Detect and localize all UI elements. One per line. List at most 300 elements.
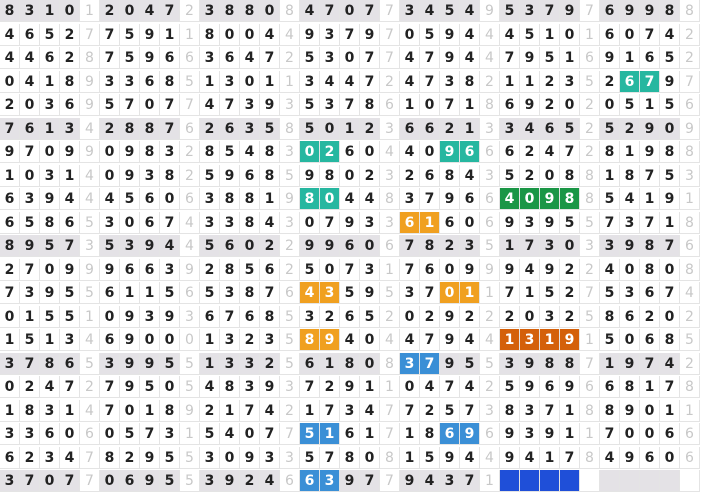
grid-cell[interactable]: 7 xyxy=(600,423,620,445)
grid-cell[interactable]: 7 xyxy=(640,71,660,93)
grid-cell[interactable]: 4 xyxy=(400,71,420,93)
grid-cell[interactable]: 9 xyxy=(440,141,460,163)
grid-cell[interactable]: 3 xyxy=(20,188,40,210)
grid-cell[interactable]: 9 xyxy=(320,235,340,257)
grid-cell[interactable]: 2 xyxy=(600,71,620,93)
grid-cell[interactable]: 9 xyxy=(500,212,520,234)
grid-cell[interactable]: 1 xyxy=(400,423,420,445)
grid-cell[interactable]: 1 xyxy=(60,165,80,187)
grid-cell[interactable]: 3 xyxy=(260,329,280,351)
grid-cell[interactable]: 8 xyxy=(500,400,520,422)
grid-cell[interactable]: 3 xyxy=(220,212,240,234)
grid-cell[interactable]: 2 xyxy=(260,235,280,257)
grid-cell[interactable]: 3 xyxy=(160,259,180,281)
grid-cell[interactable]: 0 xyxy=(640,423,660,445)
grid-cell[interactable]: 3 xyxy=(500,353,520,375)
grid-cell[interactable]: 9 xyxy=(120,306,140,328)
grid-cell[interactable]: 3 xyxy=(560,71,580,93)
grid-cell[interactable]: 9 xyxy=(300,235,320,257)
grid-cell[interactable]: 4 xyxy=(520,447,540,469)
grid-cell[interactable]: 1 xyxy=(0,400,20,422)
grid-cell[interactable]: 8 xyxy=(240,0,260,22)
grid-cell[interactable]: 0 xyxy=(240,24,260,46)
grid-cell[interactable]: 5 xyxy=(20,329,40,351)
grid-cell[interactable]: 7 xyxy=(440,94,460,116)
grid-cell[interactable]: 7 xyxy=(60,470,80,492)
grid-cell[interactable]: 9 xyxy=(460,259,480,281)
grid-cell[interactable]: 0 xyxy=(420,94,440,116)
grid-cell[interactable]: 5 xyxy=(500,0,520,22)
grid-cell[interactable]: 1 xyxy=(500,235,520,257)
grid-cell[interactable]: 1 xyxy=(540,447,560,469)
grid-cell[interactable]: 0 xyxy=(620,329,640,351)
grid-cell[interactable]: 9 xyxy=(640,141,660,163)
grid-cell[interactable]: 7 xyxy=(560,141,580,163)
grid-cell[interactable]: 4 xyxy=(660,24,680,46)
grid-cell[interactable]: 5 xyxy=(120,24,140,46)
grid-cell[interactable]: 6 xyxy=(500,94,520,116)
grid-cell[interactable]: 5 xyxy=(40,306,60,328)
grid-cell[interactable]: 7 xyxy=(160,212,180,234)
grid-cell[interactable]: 6 xyxy=(640,447,660,469)
grid-cell[interactable]: 9 xyxy=(340,470,360,492)
grid-cell[interactable]: 1 xyxy=(0,165,20,187)
grid-cell[interactable]: 0 xyxy=(600,94,620,116)
grid-cell[interactable]: 1 xyxy=(360,376,380,398)
grid-cell[interactable]: 7 xyxy=(240,400,260,422)
grid-cell[interactable]: 9 xyxy=(440,447,460,469)
grid-cell[interactable]: 6 xyxy=(240,165,260,187)
grid-cell[interactable]: 6 xyxy=(100,282,120,304)
grid-cell[interactable]: 7 xyxy=(560,447,580,469)
grid-cell[interactable]: 1 xyxy=(400,447,420,469)
grid-cell[interactable]: 9 xyxy=(640,118,660,140)
grid-cell[interactable]: 7 xyxy=(320,400,340,422)
grid-cell[interactable]: 0 xyxy=(400,376,420,398)
grid-cell[interactable]: 8 xyxy=(540,353,560,375)
grid-cell[interactable]: 6 xyxy=(40,423,60,445)
grid-cell[interactable]: 2 xyxy=(440,235,460,257)
grid-cell[interactable]: 6 xyxy=(140,212,160,234)
grid-cell[interactable]: 2 xyxy=(320,376,340,398)
grid-cell[interactable]: 0 xyxy=(0,71,20,93)
grid-cell[interactable]: 0 xyxy=(660,118,680,140)
grid-cell[interactable]: 0 xyxy=(620,423,640,445)
grid-cell[interactable]: 2 xyxy=(20,447,40,469)
grid-cell[interactable]: 9 xyxy=(40,282,60,304)
grid-cell[interactable]: 7 xyxy=(100,24,120,46)
grid-cell[interactable]: 5 xyxy=(420,24,440,46)
grid-cell[interactable]: 1 xyxy=(540,329,560,351)
grid-cell[interactable]: 1 xyxy=(620,47,640,69)
grid-cell[interactable]: 7 xyxy=(640,24,660,46)
grid-cell[interactable]: 3 xyxy=(320,470,340,492)
grid-cell[interactable]: 5 xyxy=(600,282,620,304)
grid-cell[interactable]: 2 xyxy=(540,94,560,116)
grid-cell[interactable]: 6 xyxy=(460,141,480,163)
grid-cell[interactable]: 7 xyxy=(100,47,120,69)
grid-cell[interactable]: 1 xyxy=(640,94,660,116)
grid-cell[interactable]: 3 xyxy=(400,282,420,304)
grid-cell[interactable]: 1 xyxy=(260,188,280,210)
grid-cell[interactable]: 4 xyxy=(460,47,480,69)
grid-cell[interactable]: 6 xyxy=(420,118,440,140)
grid-cell[interactable]: 8 xyxy=(660,329,680,351)
grid-cell[interactable]: 1 xyxy=(420,212,440,234)
grid-cell[interactable]: 1 xyxy=(640,376,660,398)
grid-cell[interactable]: 8 xyxy=(220,0,240,22)
grid-cell[interactable]: 2 xyxy=(360,165,380,187)
grid-cell[interactable]: 9 xyxy=(220,165,240,187)
grid-cell[interactable]: 5 xyxy=(160,282,180,304)
grid-cell[interactable]: 1 xyxy=(220,400,240,422)
grid-cell[interactable]: 3 xyxy=(240,376,260,398)
grid-cell[interactable]: 1 xyxy=(600,165,620,187)
grid-cell[interactable]: 7 xyxy=(260,47,280,69)
grid-cell[interactable]: 9 xyxy=(660,71,680,93)
grid-cell[interactable]: 3 xyxy=(40,447,60,469)
grid-cell[interactable]: 0 xyxy=(420,141,440,163)
grid-cell[interactable]: 7 xyxy=(500,47,520,69)
grid-cell[interactable]: 0 xyxy=(320,118,340,140)
grid-cell[interactable]: 3 xyxy=(520,212,540,234)
grid-cell[interactable]: 6 xyxy=(600,24,620,46)
grid-cell[interactable]: 6 xyxy=(340,306,360,328)
grid-cell[interactable]: 7 xyxy=(160,0,180,22)
grid-cell[interactable]: 4 xyxy=(60,188,80,210)
grid-cell[interactable]: 4 xyxy=(460,376,480,398)
grid-cell[interactable]: 3 xyxy=(0,423,20,445)
grid-cell[interactable]: 1 xyxy=(460,282,480,304)
grid-cell[interactable]: 3 xyxy=(440,71,460,93)
grid-cell[interactable]: 5 xyxy=(40,24,60,46)
grid-cell[interactable]: 0 xyxy=(640,400,660,422)
grid-cell[interactable]: 3 xyxy=(400,188,420,210)
grid-cell[interactable]: 0 xyxy=(100,165,120,187)
grid-cell[interactable]: 1 xyxy=(200,329,220,351)
grid-cell[interactable]: 1 xyxy=(20,306,40,328)
grid-cell[interactable]: 0 xyxy=(340,0,360,22)
grid-cell[interactable]: 4 xyxy=(420,376,440,398)
grid-cell[interactable]: 3 xyxy=(160,423,180,445)
grid-cell[interactable]: 3 xyxy=(440,470,460,492)
grid-cell[interactable]: 0 xyxy=(560,24,580,46)
grid-cell[interactable]: 5 xyxy=(660,165,680,187)
grid-cell[interactable]: 0 xyxy=(660,447,680,469)
grid-cell[interactable]: 4 xyxy=(620,188,640,210)
grid-cell[interactable]: 3 xyxy=(100,353,120,375)
grid-cell[interactable]: 6 xyxy=(640,47,660,69)
grid-cell[interactable]: 5 xyxy=(600,118,620,140)
grid-cell[interactable]: 0 xyxy=(360,141,380,163)
grid-cell[interactable]: 9 xyxy=(540,188,560,210)
grid-cell[interactable]: 6 xyxy=(60,94,80,116)
grid-cell[interactable]: 6 xyxy=(640,282,660,304)
grid-cell[interactable]: 4 xyxy=(660,353,680,375)
grid-cell[interactable]: 3 xyxy=(220,329,240,351)
grid-cell[interactable]: 7 xyxy=(460,470,480,492)
grid-cell[interactable]: 8 xyxy=(460,71,480,93)
grid-cell[interactable]: 8 xyxy=(560,188,580,210)
grid-cell[interactable]: 8 xyxy=(620,165,640,187)
grid-cell[interactable]: 6 xyxy=(440,423,460,445)
grid-cell[interactable]: 8 xyxy=(200,24,220,46)
grid-cell[interactable]: 3 xyxy=(320,282,340,304)
grid-cell[interactable]: 8 xyxy=(40,212,60,234)
grid-cell[interactable]: 9 xyxy=(620,235,640,257)
grid-cell[interactable]: 5 xyxy=(300,47,320,69)
grid-cell[interactable]: 4 xyxy=(300,282,320,304)
grid-cell[interactable]: 9 xyxy=(120,141,140,163)
grid-cell[interactable]: 9 xyxy=(320,329,340,351)
grid-cell[interactable]: 6 xyxy=(60,353,80,375)
grid-cell[interactable]: 2 xyxy=(640,306,660,328)
grid-cell[interactable]: 7 xyxy=(100,400,120,422)
grid-cell[interactable]: 9 xyxy=(440,24,460,46)
grid-cell[interactable]: 4 xyxy=(520,259,540,281)
grid-cell[interactable]: 0 xyxy=(360,353,380,375)
grid-cell[interactable]: 4 xyxy=(40,376,60,398)
grid-cell[interactable]: 8 xyxy=(260,165,280,187)
grid-cell[interactable]: 0 xyxy=(560,94,580,116)
grid-cell[interactable]: 9 xyxy=(140,447,160,469)
grid-cell[interactable]: 6 xyxy=(600,0,620,22)
grid-cell[interactable]: 7 xyxy=(60,235,80,257)
grid-cell[interactable]: 7 xyxy=(420,329,440,351)
grid-cell[interactable]: 2 xyxy=(560,259,580,281)
grid-cell[interactable]: 7 xyxy=(260,423,280,445)
grid-cell[interactable]: 9 xyxy=(260,376,280,398)
grid-cell[interactable]: 5 xyxy=(300,94,320,116)
grid-cell[interactable]: 5 xyxy=(300,118,320,140)
grid-cell[interactable]: 4 xyxy=(400,329,420,351)
grid-cell[interactable]: 7 xyxy=(460,400,480,422)
grid-cell[interactable]: 7 xyxy=(220,94,240,116)
grid-cell[interactable]: 7 xyxy=(340,259,360,281)
grid-cell[interactable]: 9 xyxy=(140,24,160,46)
grid-cell[interactable]: 6 xyxy=(400,212,420,234)
grid-cell[interactable]: 3 xyxy=(200,47,220,69)
grid-cell[interactable]: 0 xyxy=(260,0,280,22)
grid-cell[interactable]: 6 xyxy=(460,188,480,210)
grid-cell[interactable]: 7 xyxy=(100,376,120,398)
grid-cell[interactable]: 3 xyxy=(120,235,140,257)
grid-cell[interactable]: 6 xyxy=(120,470,140,492)
grid-cell[interactable]: 7 xyxy=(20,141,40,163)
grid-cell[interactable]: 8 xyxy=(200,141,220,163)
grid-cell[interactable]: 2 xyxy=(60,47,80,69)
grid-cell[interactable]: 3 xyxy=(460,235,480,257)
grid-cell[interactable]: 7 xyxy=(160,94,180,116)
grid-cell[interactable]: 7 xyxy=(340,94,360,116)
grid-cell[interactable]: 0 xyxy=(620,24,640,46)
grid-cell[interactable]: 5 xyxy=(660,47,680,69)
grid-cell[interactable]: 4 xyxy=(100,188,120,210)
grid-cell[interactable]: 1 xyxy=(400,94,420,116)
grid-cell[interactable]: 2 xyxy=(540,71,560,93)
grid-cell[interactable]: 2 xyxy=(460,306,480,328)
grid-cell[interactable]: 7 xyxy=(60,376,80,398)
grid-cell[interactable]: 6 xyxy=(220,235,240,257)
grid-cell[interactable]: 4 xyxy=(340,329,360,351)
grid-cell[interactable]: 0 xyxy=(120,0,140,22)
grid-cell[interactable]: 3 xyxy=(200,0,220,22)
grid-cell[interactable]: 4 xyxy=(300,0,320,22)
grid-cell[interactable]: 0 xyxy=(660,259,680,281)
grid-cell[interactable]: 0 xyxy=(360,329,380,351)
grid-cell[interactable]: 8 xyxy=(120,118,140,140)
grid-cell[interactable]: 9 xyxy=(360,282,380,304)
grid-cell[interactable]: 6 xyxy=(40,47,60,69)
grid-cell[interactable]: 0 xyxy=(100,470,120,492)
grid-cell[interactable]: 4 xyxy=(60,447,80,469)
grid-cell[interactable]: 4 xyxy=(340,71,360,93)
grid-cell[interactable]: 5 xyxy=(100,94,120,116)
grid-cell[interactable]: 2 xyxy=(560,306,580,328)
grid-cell[interactable]: 4 xyxy=(260,400,280,422)
grid-cell[interactable]: 5 xyxy=(660,94,680,116)
grid-cell[interactable]: 0 xyxy=(560,235,580,257)
grid-cell[interactable]: 4 xyxy=(460,329,480,351)
grid-cell[interactable]: 1 xyxy=(660,212,680,234)
grid-cell[interactable]: 3 xyxy=(220,353,240,375)
grid-cell[interactable]: 1 xyxy=(260,71,280,93)
grid-cell[interactable]: 2 xyxy=(520,165,540,187)
grid-cell[interactable]: 7 xyxy=(220,306,240,328)
grid-cell[interactable]: 9 xyxy=(500,259,520,281)
grid-cell[interactable]: 2 xyxy=(360,118,380,140)
grid-cell[interactable]: 6 xyxy=(300,470,320,492)
grid-cell[interactable]: 9 xyxy=(520,376,540,398)
grid-cell[interactable] xyxy=(640,470,660,492)
grid-cell[interactable]: 0 xyxy=(400,306,420,328)
grid-cell[interactable]: 2 xyxy=(240,470,260,492)
grid-cell[interactable]: 2 xyxy=(0,94,20,116)
grid-cell[interactable]: 4 xyxy=(600,447,620,469)
grid-cell[interactable]: 1 xyxy=(500,329,520,351)
grid-cell[interactable]: 4 xyxy=(200,376,220,398)
grid-cell[interactable]: 8 xyxy=(600,400,620,422)
grid-cell[interactable]: 0 xyxy=(160,329,180,351)
grid-cell[interactable]: 5 xyxy=(200,235,220,257)
grid-cell[interactable]: 7 xyxy=(300,376,320,398)
grid-cell[interactable]: 1 xyxy=(660,400,680,422)
grid-cell[interactable]: 0 xyxy=(520,306,540,328)
grid-cell[interactable]: 4 xyxy=(160,235,180,257)
grid-cell[interactable]: 2 xyxy=(120,447,140,469)
grid-cell[interactable]: 4 xyxy=(460,447,480,469)
grid-cell[interactable]: 7 xyxy=(660,376,680,398)
grid-cell[interactable]: 0 xyxy=(620,259,640,281)
grid-cell[interactable]: 9 xyxy=(500,447,520,469)
grid-cell[interactable]: 4 xyxy=(340,188,360,210)
grid-cell[interactable]: 2 xyxy=(400,165,420,187)
grid-cell[interactable]: 4 xyxy=(140,0,160,22)
grid-cell[interactable]: 1 xyxy=(520,282,540,304)
grid-cell[interactable]: 7 xyxy=(360,470,380,492)
grid-cell[interactable]: 2 xyxy=(420,400,440,422)
grid-cell[interactable]: 9 xyxy=(540,259,560,281)
grid-cell[interactable]: 8 xyxy=(340,447,360,469)
grid-cell[interactable]: 6 xyxy=(0,447,20,469)
grid-cell[interactable]: 1 xyxy=(40,118,60,140)
grid-cell[interactable]: 3 xyxy=(40,400,60,422)
grid-cell[interactable]: 1 xyxy=(200,71,220,93)
grid-cell[interactable]: 6 xyxy=(400,118,420,140)
grid-cell[interactable]: 0 xyxy=(340,165,360,187)
grid-cell[interactable]: 5 xyxy=(560,118,580,140)
grid-cell[interactable]: 2 xyxy=(420,306,440,328)
grid-cell[interactable]: 9 xyxy=(560,376,580,398)
grid-cell[interactable]: 8 xyxy=(160,400,180,422)
grid-cell[interactable]: 4 xyxy=(420,0,440,22)
grid-cell[interactable]: 8 xyxy=(140,141,160,163)
grid-cell[interactable]: 8 xyxy=(440,165,460,187)
grid-cell[interactable]: 3 xyxy=(0,353,20,375)
grid-cell[interactable]: 8 xyxy=(20,400,40,422)
grid-cell[interactable]: 5 xyxy=(20,212,40,234)
grid-cell[interactable]: 3 xyxy=(140,306,160,328)
grid-cell[interactable]: 9 xyxy=(100,259,120,281)
grid-cell[interactable]: 9 xyxy=(500,423,520,445)
grid-cell[interactable]: 0 xyxy=(240,235,260,257)
grid-cell[interactable]: 6 xyxy=(420,165,440,187)
grid-cell[interactable]: 6 xyxy=(140,259,160,281)
grid-cell[interactable]: 1 xyxy=(600,353,620,375)
grid-cell[interactable]: 1 xyxy=(520,71,540,93)
grid-cell[interactable]: 6 xyxy=(640,329,660,351)
grid-cell[interactable]: 3 xyxy=(500,118,520,140)
grid-cell[interactable]: 9 xyxy=(60,141,80,163)
grid-cell[interactable]: 8 xyxy=(240,212,260,234)
grid-cell[interactable]: 7 xyxy=(120,94,140,116)
grid-cell[interactable]: 9 xyxy=(560,329,580,351)
grid-cell[interactable]: 7 xyxy=(640,353,660,375)
grid-cell[interactable]: 5 xyxy=(120,188,140,210)
grid-cell[interactable]: 6 xyxy=(600,376,620,398)
grid-cell[interactable]: 1 xyxy=(40,329,60,351)
grid-cell[interactable]: 5 xyxy=(240,259,260,281)
grid-cell[interactable] xyxy=(520,470,540,492)
grid-cell[interactable]: 2 xyxy=(440,118,460,140)
grid-cell[interactable]: 2 xyxy=(240,329,260,351)
grid-cell[interactable]: 8 xyxy=(160,165,180,187)
grid-cell[interactable]: 0 xyxy=(60,423,80,445)
grid-cell[interactable]: 0 xyxy=(240,71,260,93)
grid-cell[interactable]: 5 xyxy=(440,400,460,422)
grid-cell[interactable]: 8 xyxy=(340,353,360,375)
grid-cell[interactable]: 1 xyxy=(300,400,320,422)
grid-cell[interactable]: 0 xyxy=(300,212,320,234)
grid-cell[interactable]: 9 xyxy=(560,0,580,22)
grid-cell[interactable]: 7 xyxy=(420,47,440,69)
grid-cell[interactable]: 4 xyxy=(240,141,260,163)
grid-cell[interactable]: 4 xyxy=(500,188,520,210)
grid-cell[interactable]: 1 xyxy=(40,71,60,93)
grid-cell[interactable]: 3 xyxy=(200,188,220,210)
grid-cell[interactable]: 8 xyxy=(300,329,320,351)
grid-cell[interactable]: 9 xyxy=(440,306,460,328)
grid-cell[interactable]: 4 xyxy=(420,470,440,492)
grid-cell[interactable]: 5 xyxy=(620,94,640,116)
grid-cell[interactable]: 7 xyxy=(20,470,40,492)
grid-cell[interactable]: 6 xyxy=(340,141,360,163)
grid-cell[interactable]: 5 xyxy=(160,470,180,492)
grid-cell[interactable]: 9 xyxy=(520,47,540,69)
grid-cell[interactable]: 9 xyxy=(620,353,640,375)
grid-cell[interactable]: 9 xyxy=(120,353,140,375)
grid-cell[interactable]: 5 xyxy=(600,188,620,210)
